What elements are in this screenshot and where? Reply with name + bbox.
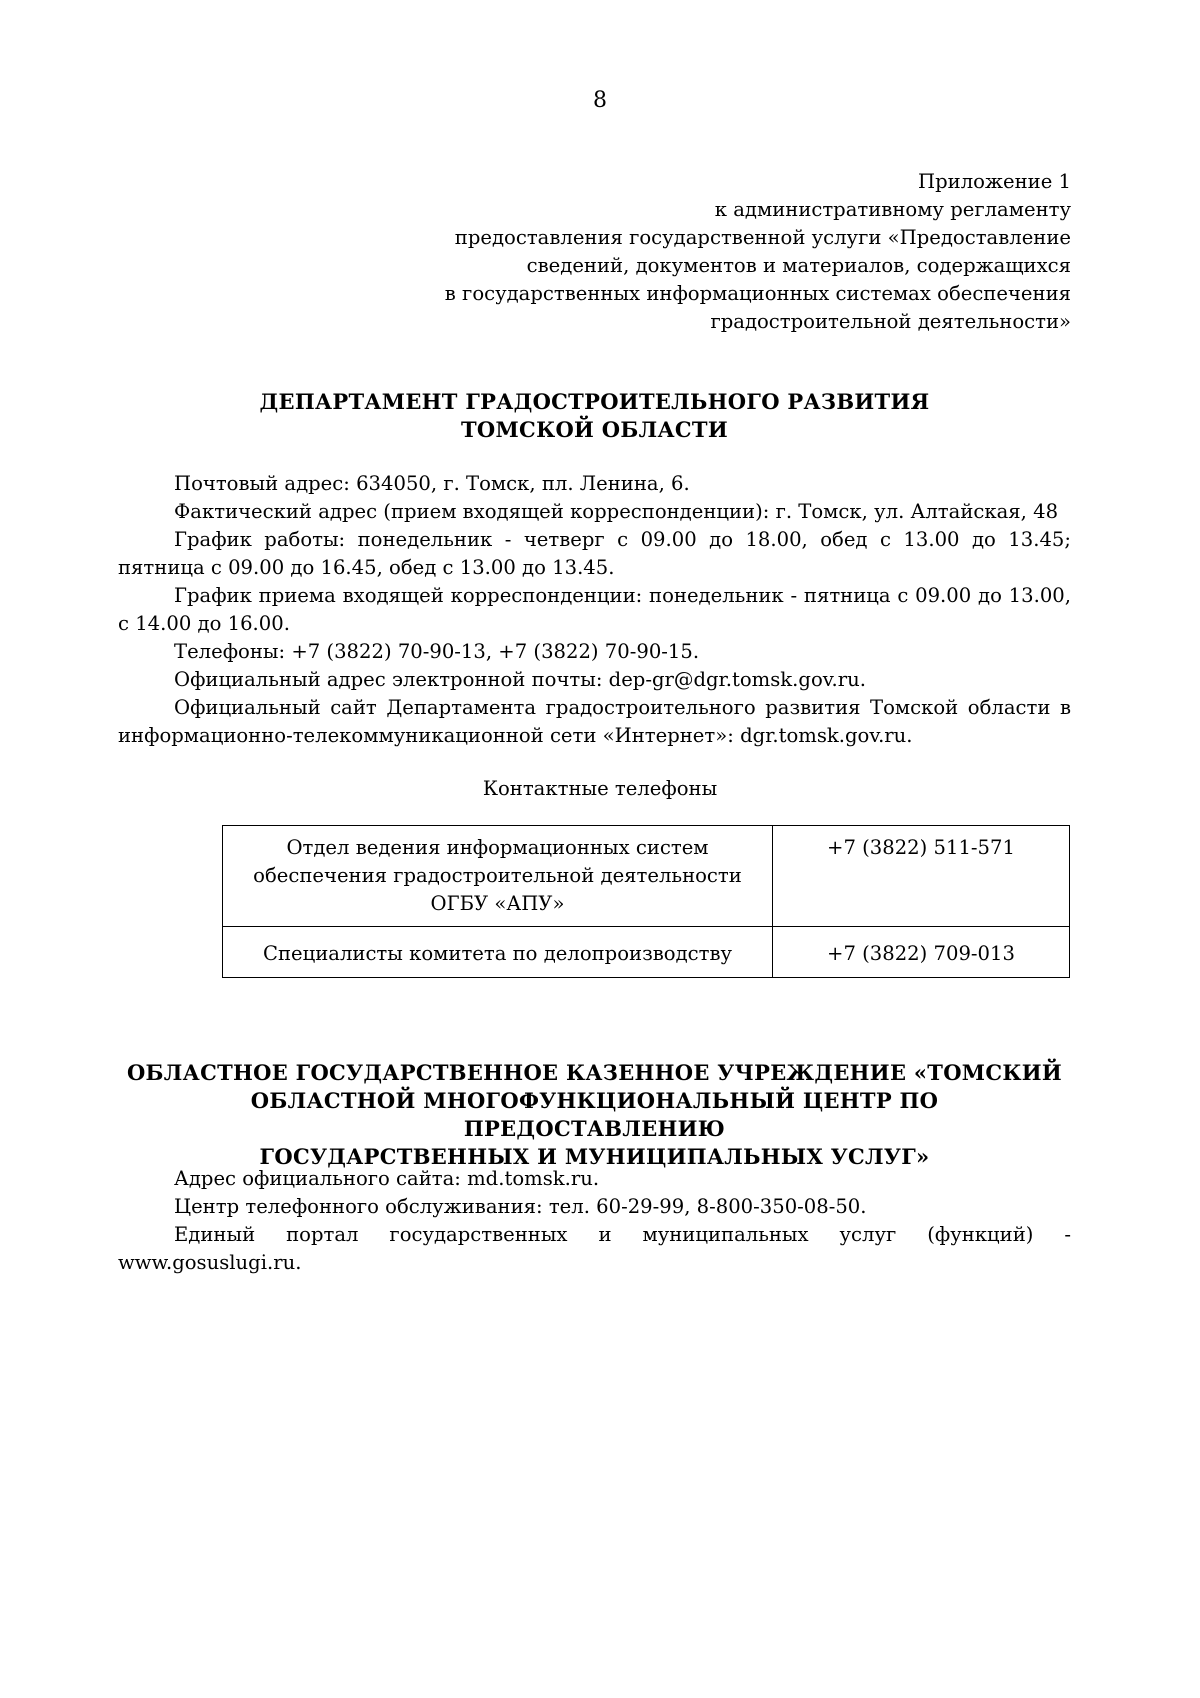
postal-address: Почтовый адрес: 634050, г. Томск, пл. Ленина, 6. bbox=[174, 472, 690, 495]
mfc-heading bbox=[118, 1059, 1071, 1171]
table-cell-department bbox=[223, 826, 773, 927]
mfc-heading-line: ГОСУДАРСТВЕННЫХ И МУНИЦИПАЛЬНЫХ УСЛУГ» bbox=[259, 1144, 930, 1169]
actual-address: Фактический адрес (прием входящей корреспонденции): г. Томск, ул. Алтайская, 48 bbox=[174, 500, 1059, 523]
contacts-table-caption: Контактные телефоны bbox=[482, 777, 718, 800]
department-heading-line: ДЕПАРТАМЕНТ ГРАДОСТРОИТЕЛЬНОГО РАЗВИТИЯ bbox=[259, 389, 930, 414]
appendix-block bbox=[445, 168, 1071, 336]
page-number: 8 bbox=[593, 88, 607, 113]
department-info bbox=[118, 470, 1071, 750]
department-line: Отдел ведения информационных систем bbox=[286, 836, 709, 859]
work-schedule: График работы: понедельник - четверг с 09.00 до 18.00, обед с 13.00 до 13.45; пятница с 09.00 до 16.45, обед с 13.00 до 13.45. bbox=[118, 528, 1071, 579]
table-cell-department: Специалисты комитета по делопроизводству bbox=[223, 927, 773, 978]
mfc-portal: Единый портал государственных и муниципальных услуг (функций) - www.gosuslugi.ru. bbox=[118, 1223, 1071, 1274]
department-line: ОГБУ «АПУ» bbox=[430, 892, 565, 915]
appendix-line: предоставления государственной услуги «Предоставление bbox=[454, 226, 1071, 249]
mfc-heading-line: ОБЛАСТНОЕ ГОСУДАРСТВЕННОЕ КАЗЕННОЕ УЧРЕЖДЕНИЕ «ТОМСКИЙ bbox=[126, 1060, 1063, 1085]
appendix-line: градостроительной деятельности» bbox=[710, 310, 1071, 333]
mfc-call-center: Центр телефонного обслуживания: тел. 60-29-99, 8-800-350-08-50. bbox=[174, 1195, 867, 1218]
department-heading-line: ТОМСКОЙ ОБЛАСТИ bbox=[460, 417, 729, 442]
appendix-line: к административному регламенту bbox=[714, 198, 1071, 221]
contacts-table bbox=[222, 825, 1070, 978]
table-row bbox=[223, 826, 1070, 927]
table-cell-phone: +7 (3822) 511-571 bbox=[773, 826, 1070, 927]
department-line: обеспечения градостроительной деятельности bbox=[253, 864, 742, 887]
mfc-website: Адрес официального сайта: md.tomsk.ru. bbox=[174, 1167, 600, 1190]
website: Официальный сайт Департамента градостроительного развития Томской области в информационно-телекоммуникационной сети «Интернет»: dgr.tomsk.gov.ru. bbox=[118, 696, 1071, 747]
appendix-line: Приложение 1 bbox=[918, 170, 1071, 193]
table-cell-phone: +7 (3822) 709-013 bbox=[773, 927, 1070, 978]
table-row bbox=[223, 927, 1070, 978]
phones: Телефоны: +7 (3822) 70-90-13, +7 (3822) 70-90-15. bbox=[174, 640, 700, 663]
department-heading bbox=[118, 388, 1071, 444]
mfc-info bbox=[118, 1165, 1071, 1277]
appendix-line: сведений, документов и материалов, содержащихся bbox=[526, 254, 1071, 277]
mfc-heading-line: ОБЛАСТНОЙ МНОГОФУНКЦИОНАЛЬНЫЙ ЦЕНТР ПО ПРЕДОСТАВЛЕНИЮ bbox=[250, 1088, 939, 1141]
appendix-line: в государственных информационных системах обеспечения bbox=[444, 282, 1071, 305]
email: Официальный адрес электронной почты: dep-gr@dgr.tomsk.gov.ru. bbox=[174, 668, 866, 691]
correspondence-schedule: График приема входящей корреспонденции: понедельник - пятница с 09.00 до 13.00, с 14.00 до 16.00. bbox=[118, 584, 1071, 635]
